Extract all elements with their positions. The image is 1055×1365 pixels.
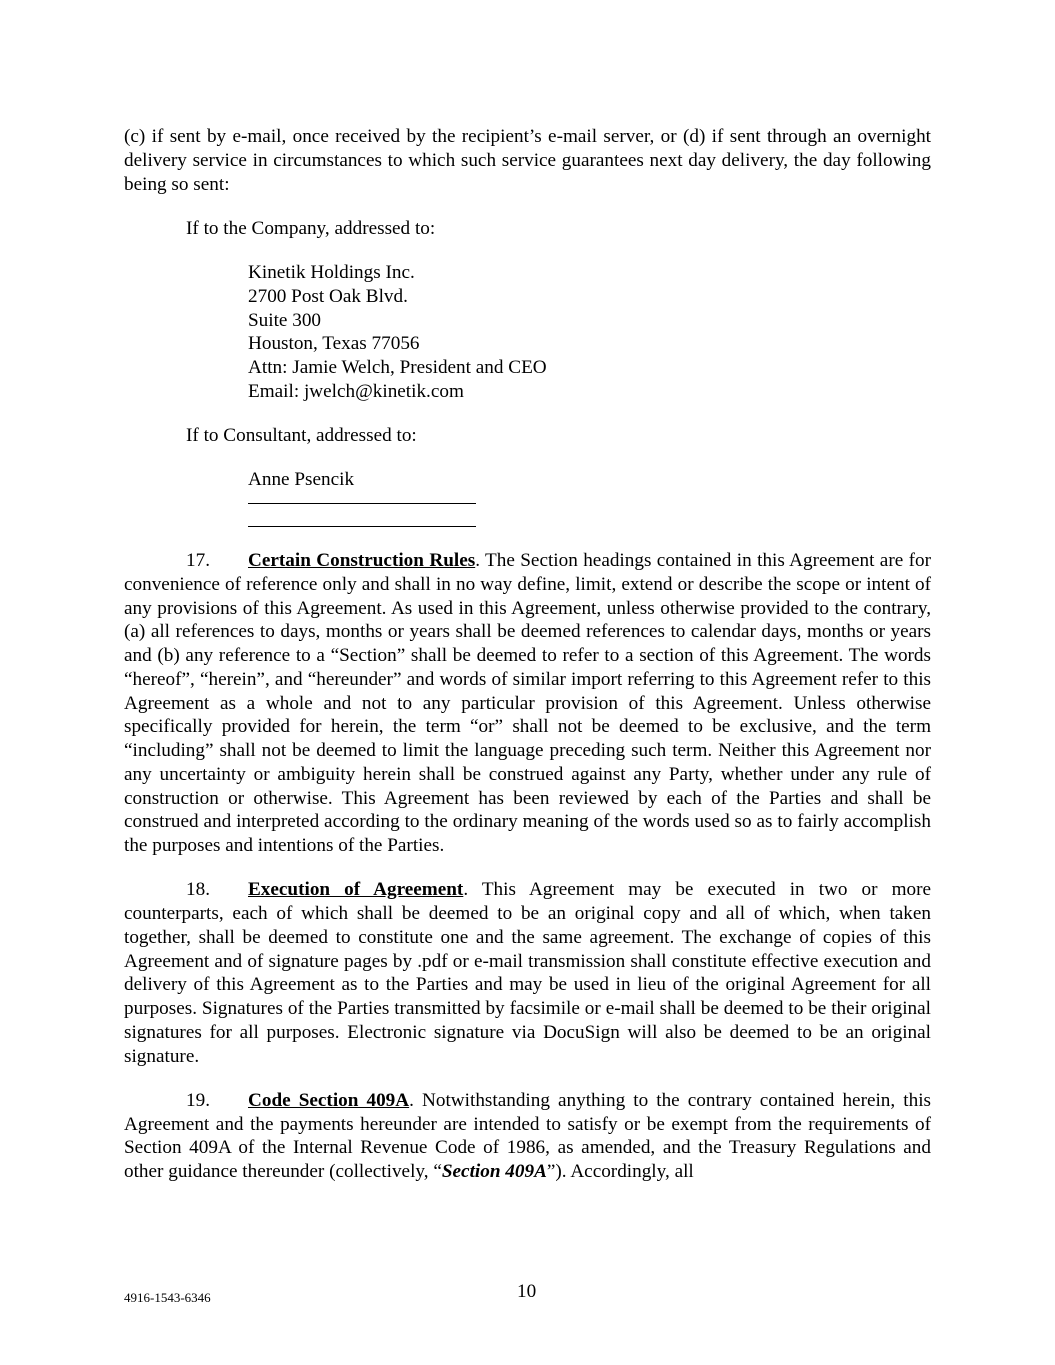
section-body: . Notwithstanding anything to the contrary contained herein, this Agreement and the payments hereunder are intended to satisfy or be exempt from the requirements of Section 409A of the Internal Revenue Code of 1986, as amended, and the Treasury Regulations and other guidance thereunder (collectively, “ — [124, 1089, 931, 1182]
section-body: . The Section headings contained in this Agreement are for convenience of reference only and shall in no way define, limit, extend or describe the scope or intent of any provisions of this Agreement. As used in this Agreement, unless otherwise provided to the contrary, (a) all references to days, months or years shall be deemed references to calendar days, months or years and (b) any reference to a “Section” shall be deemed to refer to a section of this Agreement. The words “hereof”, “herein”, and “hereunder” and words of similar import referring to this Agreement refer to this Agreement as a whole and not to any particular provision of this Agreement. Unless otherwise specifically provided for herein, the term “or” shall not be deemed to be exclusive, and the term “including” shall not be deemed to limit the language preceding such term. Neither this Agreement nor any uncertainty or ambiguity herein shall be construed against any Party, whether under any rule of construction or otherwise. This Agreement has been reviewed by each of the Parties and shall be construed and interpreted according to the ordinary meaning of the words used so as to fairly accomplish the purposes and intentions of the Parties. — [124, 550, 932, 856]
blank-address-lines — [124, 492, 931, 527]
section-17 — [124, 549, 931, 858]
address-line: 2700 Post Oak Blvd. — [248, 285, 408, 307]
address-line: Suite 300 — [248, 309, 322, 331]
defined-term: Section 409A — [441, 1161, 547, 1182]
section-number: 17. — [186, 550, 210, 571]
consultant-name: Anne Psencik — [248, 469, 355, 491]
address-line: Kinetik Holdings Inc. — [248, 262, 415, 283]
section-heading: Certain Construction Rules — [248, 550, 476, 571]
section-number: 19. — [186, 1089, 210, 1111]
section-body: ”). Accordingly, all — [546, 1161, 694, 1182]
company-intro: If to the Company, addressed to: — [186, 217, 436, 239]
address-line: Houston, Texas 77056 — [248, 333, 420, 355]
consultant-intro: If to Consultant, addressed to: — [186, 425, 417, 446]
intro-paragraph: (c) if sent by e-mail, once received by the recipient’s e-mail server, or (d) if sent through an overnight delivery service in circumstances to which such service guarantees next day delivery, the day following being so sent: — [124, 126, 931, 195]
address-line: Attn: Jamie Welch, President and CEO — [248, 357, 547, 378]
company-address-block — [124, 261, 931, 404]
page-number: 10 — [517, 1281, 537, 1302]
section-number: 18. — [186, 879, 210, 901]
section-heading: Execution of Agreement — [248, 879, 464, 901]
document-id: 4916-1543-6346 — [124, 1290, 211, 1305]
section-heading: Code Section 409A — [248, 1089, 410, 1111]
address-line: Email: jwelch@kinetik.com — [248, 380, 464, 402]
document-page — [124, 125, 931, 1184]
section-18 — [124, 878, 931, 1068]
section-body: . This Agreement may be executed in two or more counterparts, each of which shall be deemed to be an original copy and all of which, when taken together, shall be deemed to constitute one and the same agreement. The exchange of copies of this Agreement and of signature pages by .pdf or e-mail transmission shall constitute effective execution and delivery of this Agreement as to the Parties and may be used in lieu of the original Agreement for all purposes. Signatures of the Parties transmitted by facsimile or e-mail shall be deemed to be their original signatures for all purposes. Electronic signature via DocuSign will also be deemed to be an original signature. — [124, 879, 931, 1067]
section-19 — [124, 1089, 931, 1184]
